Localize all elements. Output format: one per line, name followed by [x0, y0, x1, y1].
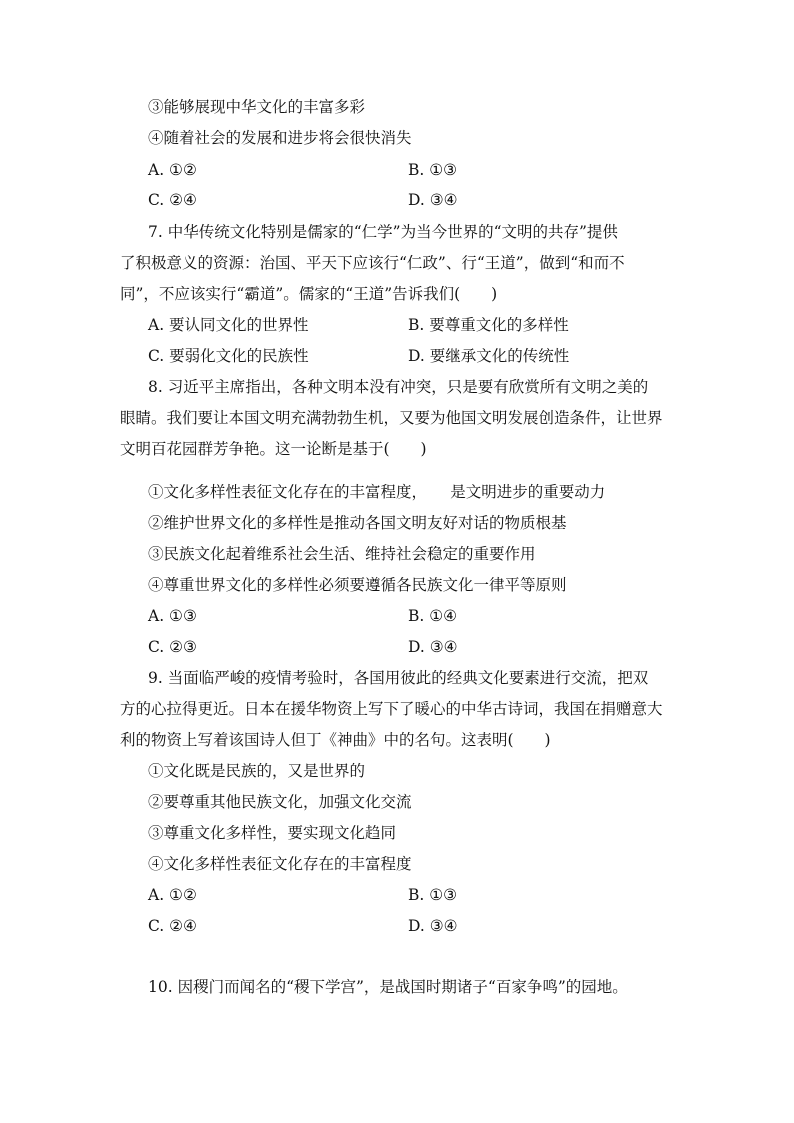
q7-option-b: B. 要尊重文化的多样性 — [408, 316, 569, 334]
q7-stem-line-1: 7. 中华传统文化特别是儒家的“仁学”为当今世界的“文明的共存”提供 — [148, 223, 618, 241]
q9-statement-3: ③尊重文化多样性，要实现文化趋同 — [148, 824, 397, 842]
q8-option-b: B. ①④ — [408, 607, 458, 625]
q6-option-a: A. ①② — [148, 161, 197, 179]
q9-stem-line-3: 利的物资上写着该国诗人但丁《神曲》中的名句。这表明( ) — [120, 731, 551, 749]
q9-statement-2: ②要尊重其他民族文化，加强文化交流 — [148, 793, 412, 811]
q7-option-c: C. 要弱化文化的民族性 — [148, 347, 309, 365]
q9-option-c: C. ②④ — [148, 917, 197, 935]
q9-option-d: D. ③④ — [408, 917, 458, 935]
q9-stem-line-1: 9. 当面临严峻的疫情考验时，各国用彼此的经典文化要素进行交流，把双 — [148, 669, 649, 687]
q9-option-b: B. ①③ — [408, 886, 458, 904]
q6-option-d: D. ③④ — [408, 191, 458, 209]
q7-option-d: D. 要继承文化的传统性 — [408, 347, 570, 365]
q8-statement-4: ④尊重世界文化的多样性必须要遵循各民族文化一律平等原则 — [148, 576, 567, 594]
q7-option-a: A. 要认同文化的世界性 — [148, 316, 309, 334]
q9-statement-1: ①文化既是民族的，又是世界的 — [148, 762, 366, 780]
q8-option-a: A. ①③ — [148, 607, 197, 625]
q8-stem-line-2: 眼睛。我们要让本国文明充满勃勃生机，又要为他国文明发展创造条件，让世界 — [120, 409, 663, 427]
q9-statement-4: ④文化多样性表征文化存在的丰富程度 — [148, 855, 412, 873]
q8-option-d: D. ③④ — [408, 638, 458, 656]
q7-stem-line-2: 了积极意义的资源：治国、平天下应该行“仁政”、行“王道”，做到“和而不 — [120, 254, 625, 272]
q9-stem-line-2: 方的心拉得更近。日本在援华物资上写下了暖心的中华古诗词，我国在捐赠意大 — [120, 700, 663, 718]
q6-statement-4: ④随着社会的发展和进步将会很快消失 — [148, 129, 412, 147]
q8-stem-line-1: 8. 习近平主席指出，各种文明本没有冲突，只是要有欣赏所有文明之美的 — [148, 378, 649, 396]
q8-option-c: C. ②③ — [148, 638, 197, 656]
q6-option-b: B. ①③ — [408, 161, 458, 179]
q7-stem-line-3: 同”，不应该实行“霸道”。儒家的“王道”告诉我们( ) — [120, 285, 498, 303]
q8-statement-3: ③民族文化起着维系社会生活、维持社会稳定的重要作用 — [148, 545, 536, 563]
q8-statement-2: ②维护世界文化的多样性是推动各国文明友好对话的物质根基 — [148, 514, 567, 532]
q6-option-c: C. ②④ — [148, 191, 197, 209]
q6-statement-3: ③能够展现中华文化的丰富多彩 — [148, 98, 366, 116]
q8-stem-line-3: 文明百花园群芳争艳。这一论断是基于( ) — [120, 440, 427, 458]
q8-statement-1: ①文化多样性表征文化存在的丰富程度， 是文明进步的重要动力 — [148, 483, 606, 501]
q10-stem: 10. 因稷门而闻名的“稷下学宫”，是战国时期诸子“百家争鸣”的园地。 — [148, 978, 628, 996]
q9-option-a: A. ①② — [148, 886, 197, 904]
